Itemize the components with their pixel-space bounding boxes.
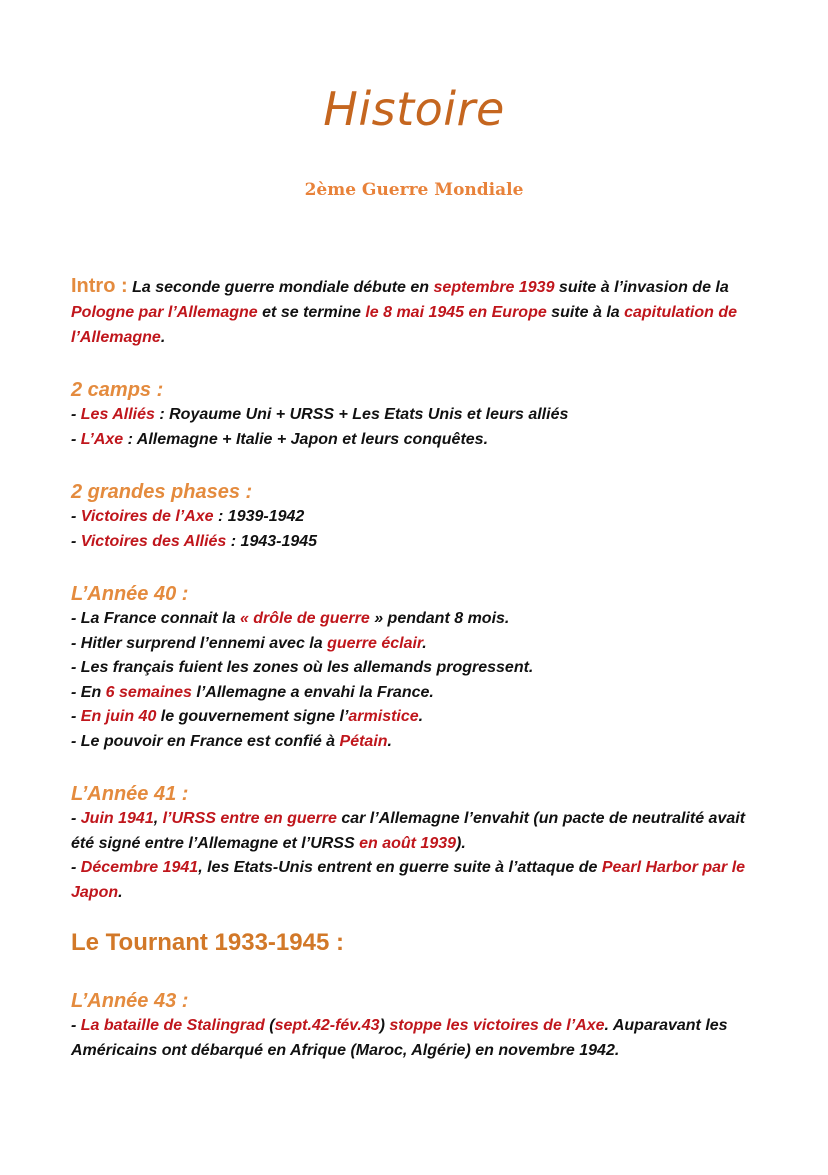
item-text: : Royaume Uni + URSS + Les Etats Unis et leurs alliés <box>154 406 569 423</box>
item-text: » pendant 8 mois. <box>369 610 510 627</box>
item-highlight: « drôle de guerre <box>239 610 370 627</box>
item-text: ( <box>264 1017 275 1034</box>
section-year-43 <box>71 988 761 1063</box>
intro-highlight: Pologne par l’Allemagne <box>71 304 258 321</box>
item-highlight: Décembre 1941 <box>80 859 199 876</box>
document-body <box>71 274 761 1090</box>
item-text: - En <box>71 683 106 701</box>
page-title: Histoire <box>323 82 505 136</box>
intro-highlight: capitulation de l’Allemagne <box>71 304 738 346</box>
intro-text: . <box>160 329 166 346</box>
intro-text: et se termine <box>257 304 366 321</box>
item-highlight: Victoires de l’Axe <box>80 508 214 525</box>
intro-text: suite à la <box>546 304 625 321</box>
intro-highlight: septembre 1939 <box>433 279 555 296</box>
section-title: L’Année 43 : <box>71 990 189 1012</box>
section-title: L’Année 40 : <box>71 583 189 605</box>
item-text: car l’Allemagne l’envahit (un pacte de neutralité avait été signé entre l’Allemagne et l’URSS <box>71 810 746 852</box>
item-dash: - <box>71 532 81 550</box>
list-item <box>71 705 761 730</box>
item-highlight: Victoires des Alliés <box>80 532 227 550</box>
item-text: : 1943-1945 <box>226 532 318 550</box>
item-highlight: Juin 1941 <box>80 810 154 827</box>
item-highlight: stoppe les victoires de l’Axe <box>389 1017 605 1034</box>
list-item <box>71 530 761 555</box>
item-highlight: l’URSS entre en guerre <box>162 810 337 827</box>
intro-label: Intro : <box>71 275 128 297</box>
item-text: - Le pouvoir en France est confié à <box>71 732 340 750</box>
item-text: , les Etats-Unis entrent en guerre suite à l’attaque de <box>198 859 602 876</box>
section-title: L’Année 41 : <box>71 783 189 805</box>
item-highlight: Pearl Harbor par le Japon <box>71 859 746 901</box>
item-highlight: guerre éclair <box>327 634 423 652</box>
item-text: . <box>418 708 424 725</box>
intro-text: suite à l’invasion de la <box>554 279 729 296</box>
item-highlight: En juin 40 <box>80 708 157 725</box>
item-text: . <box>422 634 427 652</box>
intro-text: La seconde guerre mondiale débute en <box>127 279 434 296</box>
chapter-title: Le Tournant 1933-1945 : <box>71 929 344 956</box>
item-text: ) <box>379 1017 390 1034</box>
item-text: - La France connait la <box>71 610 240 627</box>
item-text: . <box>118 883 123 901</box>
section-title: 2 camps : <box>71 379 164 401</box>
item-text: - <box>71 859 81 876</box>
intro-highlight: le 8 mai 1945 en Europe <box>365 304 547 321</box>
item-highlight: L’Axe <box>80 430 124 448</box>
list-item <box>71 428 761 453</box>
item-dash: - <box>71 508 81 525</box>
item-dash: - <box>71 430 81 448</box>
item-text: . <box>387 732 392 750</box>
item-text: l’Allemagne a envahi la France. <box>191 683 434 701</box>
page-subtitle: 2ème Guerre Mondiale <box>304 180 524 200</box>
list-item <box>71 403 761 428</box>
item-text: - Hitler surprend l’ennemi avec la <box>71 634 328 652</box>
item-dash: - <box>71 406 81 423</box>
list-item <box>71 681 761 706</box>
list-item <box>71 505 761 530</box>
item-text: . Auparavant les Américains ont débarqué en Afrique (Maroc, Algérie) en novembre 1942. <box>71 1017 728 1059</box>
item-highlight: Pétain <box>339 732 388 750</box>
item-text: - <box>71 810 81 827</box>
item-highlight: 6 semaines <box>105 683 192 701</box>
item-text: - <box>71 1017 81 1034</box>
section-title: 2 grandes phases : <box>71 481 253 503</box>
item-text: : 1939-1942 <box>213 508 305 525</box>
item-highlight: en août 1939 <box>359 834 457 852</box>
item-text: - <box>71 708 81 725</box>
list-item <box>71 730 761 755</box>
paragraph <box>71 1014 761 1063</box>
item-text: le gouvernement signe l’ <box>156 708 349 725</box>
item-highlight: armistice <box>348 708 419 725</box>
item-text: ). <box>456 834 466 852</box>
item-highlight: sept.42-fév.43 <box>274 1017 380 1034</box>
paragraph <box>71 856 761 905</box>
list-item <box>71 607 761 632</box>
item-text: , <box>153 810 163 827</box>
paragraph <box>71 807 761 856</box>
section-year-41 <box>71 781 761 905</box>
list-item: - Les français fuient les zones où les allemands progressent. <box>71 659 534 676</box>
item-text: : Allemagne + Italie + Japon et leurs conquêtes. <box>123 430 489 448</box>
item-highlight: La bataille de Stalingrad <box>80 1017 265 1034</box>
list-item <box>71 632 761 657</box>
item-highlight: Les Alliés <box>80 406 155 423</box>
section-year-40 <box>71 581 761 754</box>
intro-paragraph <box>71 274 761 350</box>
section-phases <box>71 479 761 554</box>
section-camps <box>71 377 761 452</box>
